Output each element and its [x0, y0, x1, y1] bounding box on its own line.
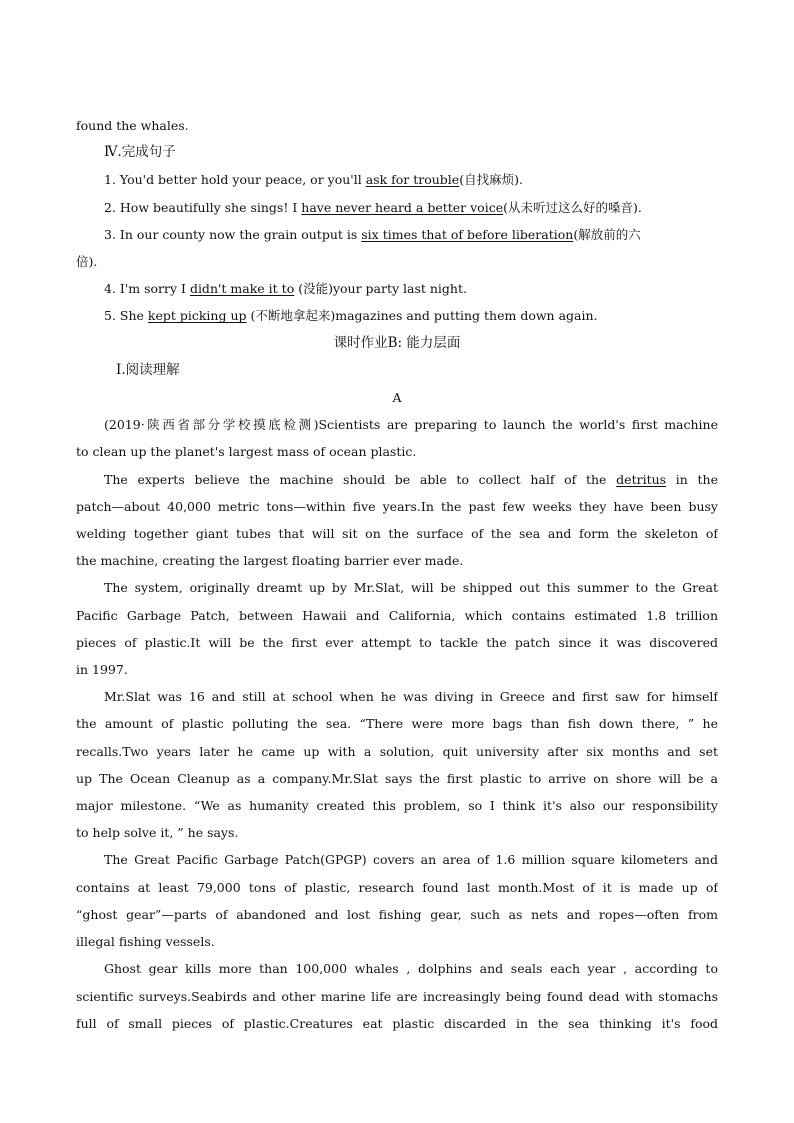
paragraph-line: welding together giant tubes that will sit on the surface of the sea and form the skeleton of: [76, 526, 718, 542]
paragraph-line: recalls.Two years later he came up with a solution, quit university after six months and set: [76, 743, 718, 759]
underlined-word: detritus: [616, 471, 667, 487]
passage-label: A: [392, 390, 402, 406]
sentence-item-3: [76, 221, 718, 248]
answer-blank: have never heard a better voice: [301, 199, 504, 215]
item-prefix: 2. How beautifully she sings! I: [104, 199, 302, 215]
section-iv-heading: Ⅳ.完成句子: [104, 144, 176, 161]
sentence-item-1: [76, 166, 718, 193]
item-suffix: (不断地拿起来)magazines and putting them down again.: [246, 308, 598, 324]
paragraph-line: The Great Pacific Garbage Patch(GPGP) covers an area of 1.6 million square kilometers and: [104, 852, 718, 868]
paragraph-line: full of small pieces of plastic.Creatures eat plastic discarded in the sea thinking it's food: [76, 1015, 718, 1031]
homework-b-title: 课时作业B: 能力层面: [333, 334, 461, 351]
paragraph-line: the machine, creating the largest floating barrier ever made.: [76, 553, 464, 569]
item-suffix: (解放前的六: [573, 226, 641, 242]
text-run: The experts believe the machine should be able to collect half of the: [104, 471, 607, 487]
paragraph-line: scientific surveys.Seabirds and other marine life are increasingly being found dead with stomachs: [76, 988, 718, 1004]
paragraph-line: The system, originally dreamt up by Mr.Slat, will be shipped out this summer to the Great: [104, 580, 718, 596]
paragraph-line: in 1997.: [76, 662, 128, 678]
paragraph-line: to clean up the planet's largest mass of ocean plastic.: [76, 444, 417, 460]
paragraph-line: Pacific Garbage Patch, between Hawaii and California, which contains estimated 1.8 trillion: [76, 607, 718, 623]
document-page: [76, 112, 718, 1037]
paragraph-line: the amount of plastic polluting the sea. “There were more bags than fish down there, ” he: [76, 716, 718, 732]
item-suffix: (自找麻烦).: [459, 172, 523, 188]
item-prefix: 5. She: [104, 308, 148, 324]
answer-blank: six times that of before liberation: [361, 226, 574, 242]
paragraph-line: to help solve it, ” he says.: [76, 825, 239, 841]
paragraph-line: patch—about 40,000 metric tons—within five years.In the past few weeks they have been busy: [76, 498, 718, 514]
paragraph-line: “ghost gear”—parts of abandoned and lost fishing gear, such as nets and ropes—often from: [76, 906, 718, 922]
item-prefix: 4. I'm sorry I: [104, 281, 190, 297]
answer-blank: didn't make it to: [189, 281, 295, 297]
answer-blank: ask for trouble: [365, 172, 460, 188]
item-suffix: (没能)your party last night.: [294, 281, 467, 297]
paragraph-line: Ghost gear kills more than 100,000 whales , dolphins and seals each year , according to: [104, 961, 718, 977]
paragraph-line: (2019·陕西省部分学校摸底检测)Scientists are preparing to launch the world's first machine: [104, 417, 718, 433]
paragraph-line: contains at least 79,000 tons of plastic, research found last month.Most of it is made up of: [76, 879, 718, 895]
paragraph-line: Mr.Slat was 16 and still at school when he was diving in Greece and first saw for himself: [104, 689, 718, 705]
item-prefix: 1. You'd better hold your peace, or you'll: [104, 172, 366, 188]
section-i-heading: Ⅰ.阅读理解: [116, 361, 180, 378]
sentence-item-4: [76, 275, 718, 302]
carry-over-line: found the whales.: [76, 118, 189, 133]
paragraph-line: pieces of plastic.It will be the first ever attempt to tackle the patch since it was discovered: [76, 634, 718, 650]
sentence-item-5: [76, 302, 718, 329]
paragraph-line: major milestone. “We as humanity created this problem, so I think it's also our responsibility: [76, 798, 718, 814]
paragraph-line: illegal fishing vessels.: [76, 934, 215, 950]
item-prefix: 3. In our county now the grain output is: [104, 226, 362, 242]
text-run: in the: [675, 471, 718, 487]
sentence-item-2: [76, 194, 718, 221]
item-suffix: (从未听过这么好的嗓音).: [503, 199, 642, 215]
sentence-item-3-continuation: 倍).: [76, 254, 98, 270]
answer-blank: kept picking up: [147, 308, 247, 324]
paragraph-line: [76, 466, 718, 493]
paragraph-line: up The Ocean Cleanup as a company.Mr.Slat says the first plastic to arrive on shore will be a: [76, 770, 718, 786]
